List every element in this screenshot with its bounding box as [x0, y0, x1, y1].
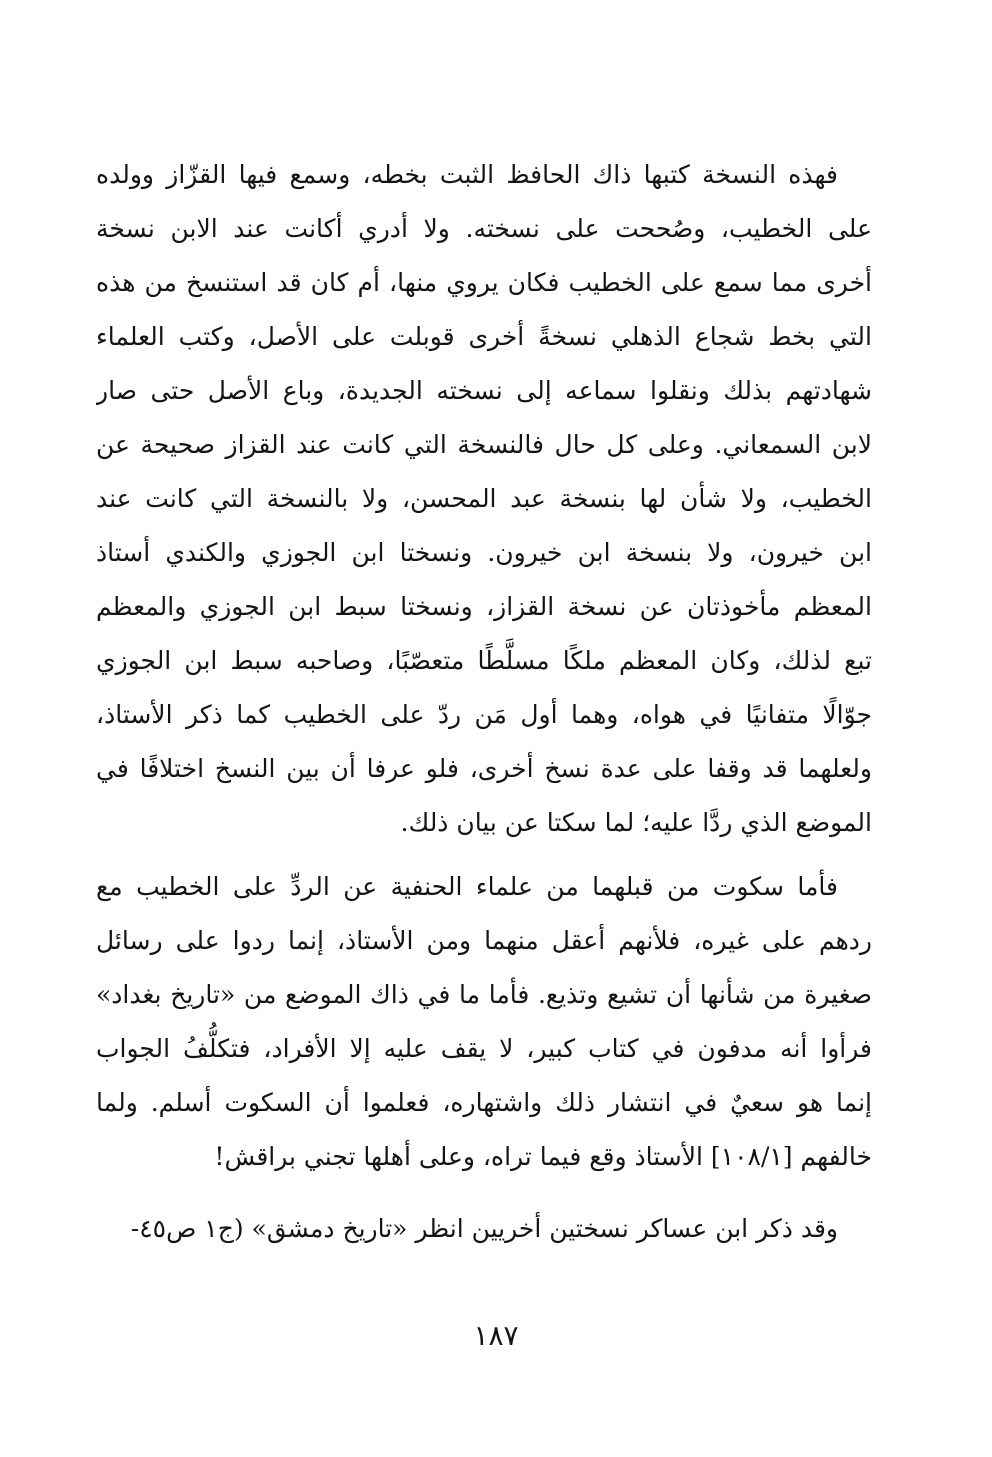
text-line: صغيرة من شأنها أن تشيع وتذيع. فأما ما في ذاك الموضع من «تاريخ بغداد»: [96, 980, 872, 1009]
text-line: خالفهم [١٠٨/١] الأستاذ وقع فيما تراه، وعلى أهلها تجني براقش!: [214, 1142, 872, 1171]
text-line: إنما هو سعيٌ في انتشار ذلك واشتهاره، فعلموا أن السكوت أسلم. ولما: [96, 1088, 872, 1117]
text-line: لابن السمعاني. وعلى كل حال فالنسخة التي كانت عند القزاز صحيحة عن: [96, 430, 872, 459]
text-line: فرأوا أنه مدفون في كتاب كبير، لا يقف عليه إلا الأفراد، فتكلُّفُ الجواب: [96, 1034, 872, 1063]
text-line: تبع لذلك، وكان المعظم ملكًا مسلَّطًا متعصّبًا، وصاحبه سبط ابن الجوزي: [96, 646, 872, 675]
text-line: الخطيب، ولا شأن لها بنسخة عبد المحسن، ولا بالنسخة التي كانت عند: [96, 484, 872, 513]
text-line: المعظم مأخوذتان عن نسخة القزاز، ونسختا سبط ابن الجوزي والمعظم: [96, 592, 872, 621]
text-line: على الخطيب، وصُححت على نسخته. ولا أدري أكانت عند الابن نسخة: [96, 214, 872, 243]
text-line: ردهم على غيره، فلأنهم أعقل منهما ومن الأستاذ، إنما ردوا على رسائل: [96, 926, 872, 955]
text-line: أخرى مما سمع على الخطيب فكان يروي منها، أم كان قد استنسخ من هذه: [96, 268, 872, 297]
text-line: الموضع الذي ردَّا عليه؛ لما سكتا عن بيان ذلك.: [400, 808, 872, 837]
text-line: فأما سكوت من قبلهما من علماء الحنفية عن الردِّ على الخطيب مع: [96, 872, 838, 901]
text-line: ولعلهما قد وقفا على عدة نسخ أخرى، فلو عرفا أن بين النسخ اختلافًا في: [96, 754, 872, 783]
text-line: التي بخط شجاع الذهلي نسخةً أخرى قوبلت على الأصل، وكتب العلماء: [96, 322, 872, 351]
text-line: شهادتهم بذلك ونقلوا سماعه إلى نسخته الجديدة، وباع الأصل حتى صار: [96, 376, 872, 405]
text-line: فهذه النسخة كتبها ذاك الحافظ الثبت بخطه، وسمع فيها القزّاز وولده: [96, 160, 838, 189]
text-line: جوّالًا متفانيًا في هواه، وهما أول مَن ردّ على الخطيب كما ذكر الأستاذ،: [96, 700, 872, 729]
paragraph-3: [96, 1202, 872, 1256]
text-line: وقد ذكر ابن عساكر نسختين أخريين انظر «تاريخ دمشق» (ج١ ص٤٥-: [130, 1214, 838, 1243]
paragraph-1: [96, 148, 872, 850]
page-number: ١٨٧: [473, 1319, 519, 1352]
paragraph-2: [96, 860, 872, 1184]
text-line: ابن خيرون، ولا بنسخة ابن خيرون. ونسختا ابن الجوزي والكندي أستاذ: [96, 538, 872, 567]
